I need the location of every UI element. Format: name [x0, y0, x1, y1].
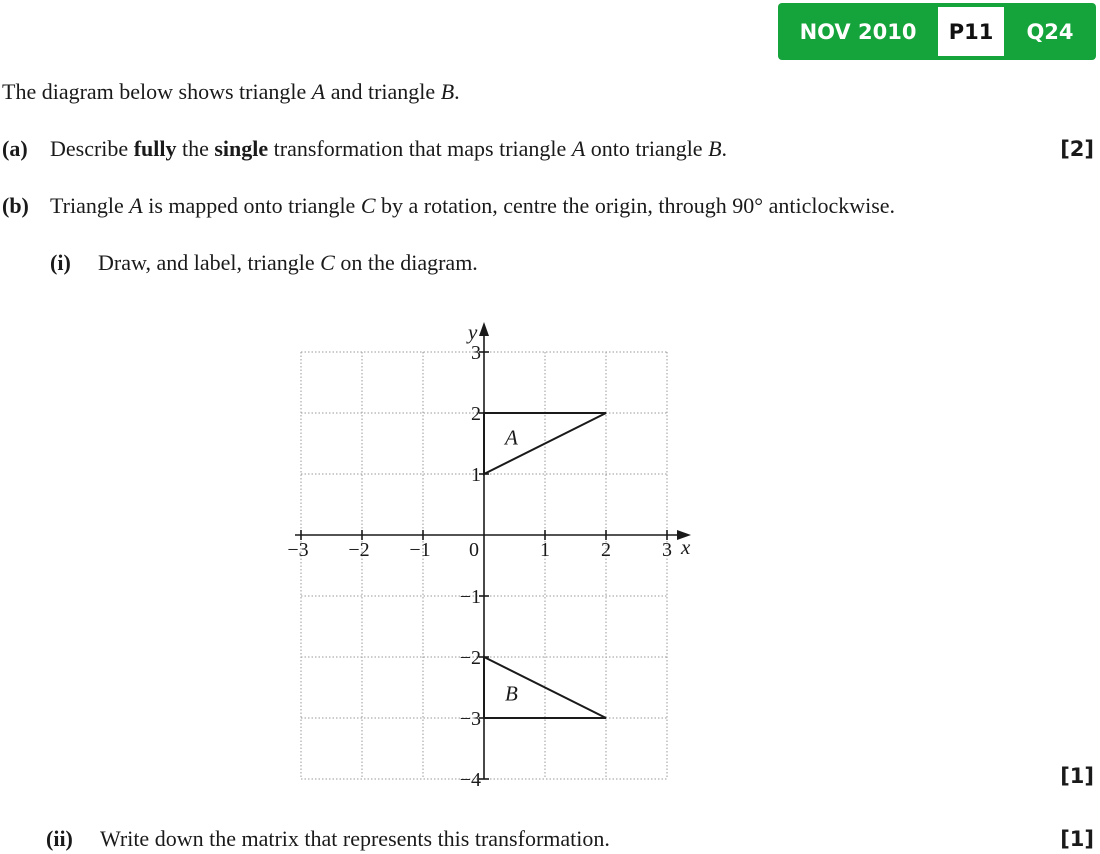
part-a-question: (a) Describe fully the single transformation that maps triangle A onto triangle B.	[2, 136, 728, 161]
x-tick-label: 2	[601, 539, 611, 561]
x-axis-label: x	[681, 535, 691, 559]
x-tick-label: 0	[469, 539, 479, 561]
y-axis-arrow	[479, 322, 489, 336]
x-tick-label: 1	[540, 539, 550, 561]
y-tick-label: 2	[471, 403, 481, 425]
intro-text: The diagram below shows triangle A and triangle B.	[2, 79, 460, 104]
y-tick-label: −2	[459, 647, 481, 669]
y-tick-label: −1	[459, 586, 481, 608]
y-tick-label: 1	[471, 464, 481, 486]
exam-session: NOV 2010	[799, 19, 917, 44]
part-b-ii-label: (ii)	[46, 826, 73, 851]
triangle-b-label: B	[505, 681, 518, 706]
part-b-label: (b)	[2, 193, 29, 218]
part-a-marks: [2]	[1060, 137, 1094, 161]
part-b-i-marks: [1]	[1060, 764, 1094, 788]
y-tick-label: −4	[459, 769, 481, 790]
x-tick-label: 3	[662, 539, 672, 561]
x-tick-label: −3	[287, 539, 309, 561]
part-a-label: (a)	[2, 136, 28, 161]
triangle-b	[484, 657, 606, 718]
x-tick-label: −2	[348, 539, 370, 561]
paper-number: P11	[938, 7, 1004, 56]
y-tick-label: 3	[471, 342, 481, 364]
part-b-ii-question: (ii) Write down the matrix that represents this transformation.	[46, 826, 610, 851]
part-b-i-label: (i)	[50, 250, 71, 275]
y-axis-label: y	[468, 320, 478, 344]
part-b-question: (b) Triangle A is mapped onto triangle C by a rotation, centre the origin, through 90° anticlockwise.	[2, 193, 896, 218]
part-b-ii-marks: [1]	[1060, 827, 1094, 851]
part-b-i-question: (i) Draw, and label, triangle C on the diagram.	[50, 250, 478, 275]
coordinate-grid-diagram	[270, 300, 710, 790]
x-tick-label: −1	[409, 539, 431, 561]
question-number: Q24	[1026, 19, 1074, 44]
triangle-a-label: A	[505, 425, 518, 450]
y-tick-label: −3	[459, 708, 481, 730]
question-reference-badge	[778, 3, 1096, 60]
